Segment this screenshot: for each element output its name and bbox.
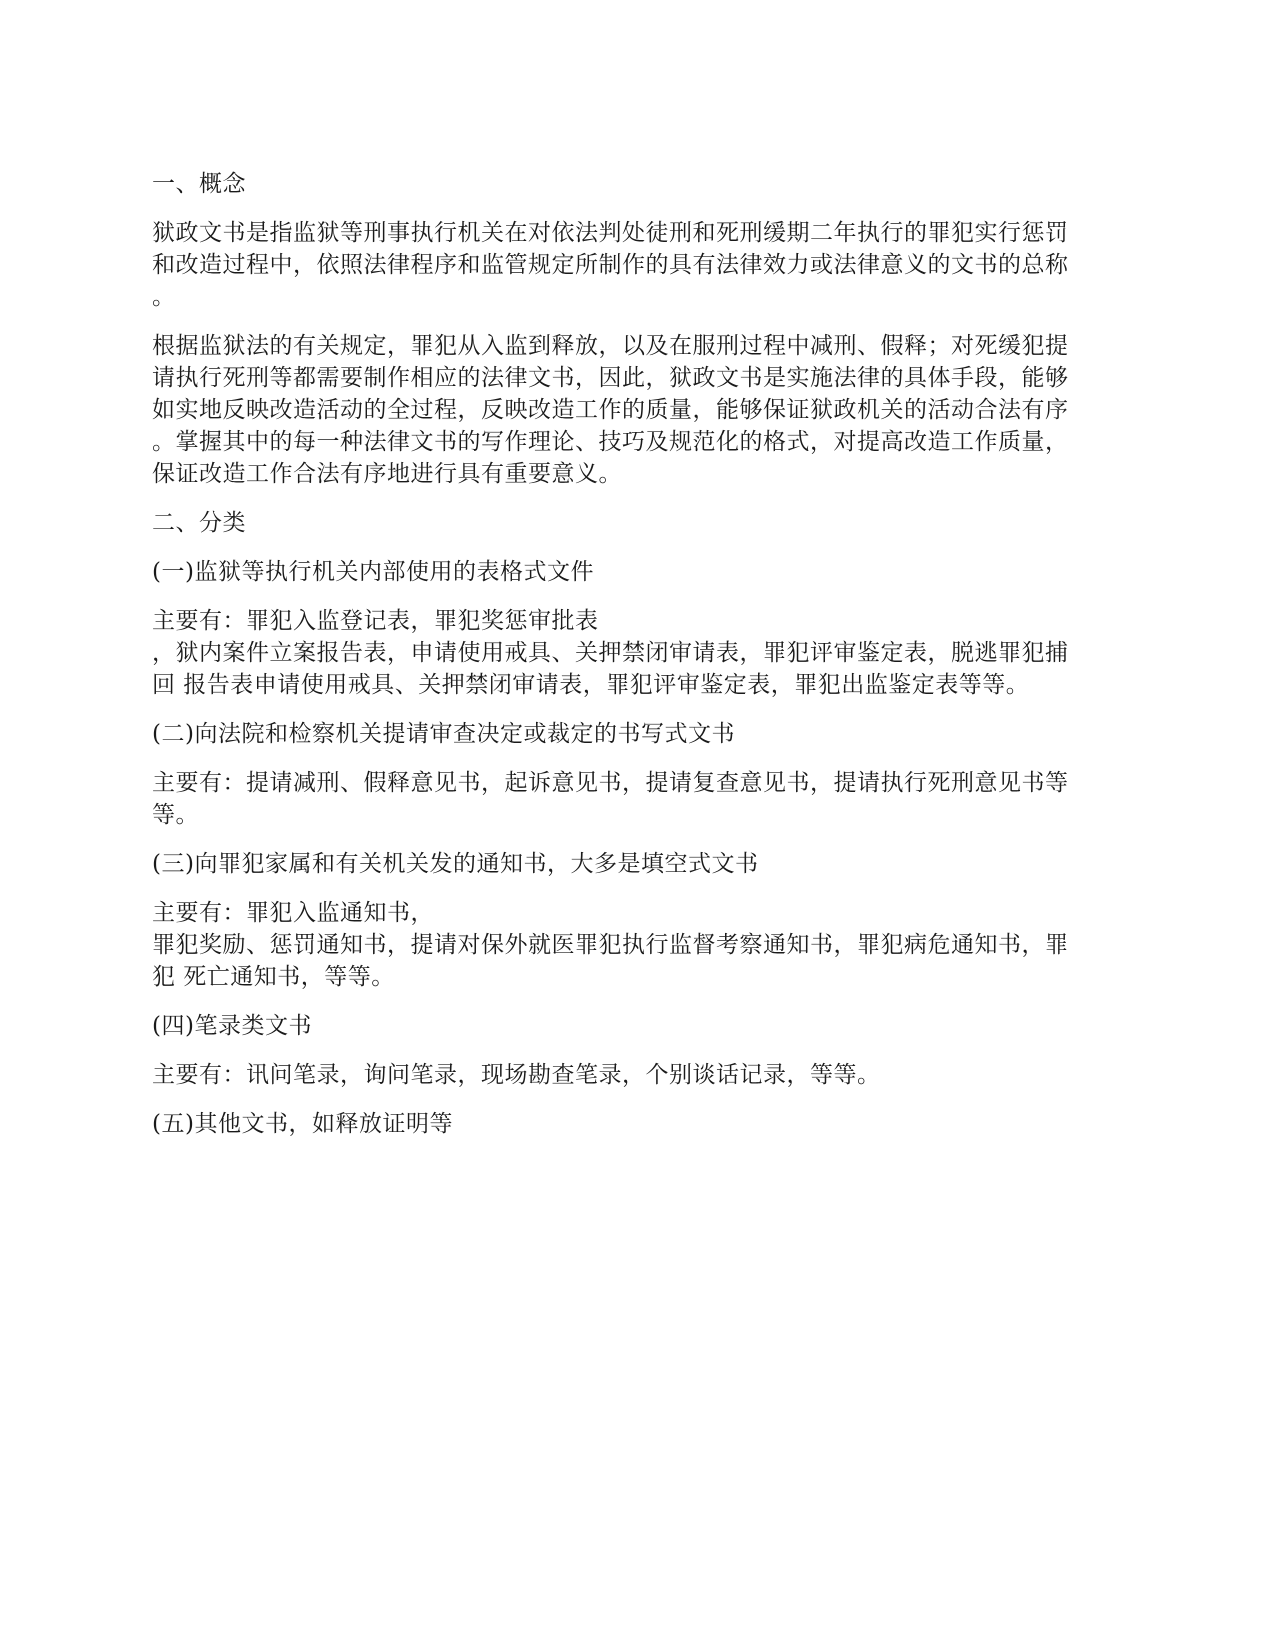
paragraph-line: 犯 死亡通知书，等等。 [152, 964, 395, 990]
subheading-table-documents [152, 556, 1127, 588]
paragraph-line: 请执行死刑等都需要制作相应的法律文书，因此，狱政文书是实施法律的具体手段，能够 [152, 365, 1069, 391]
paragraph-line: 主要有：讯问笔录，询问笔录，现场勘查笔录，个别谈话记录，等等。 [152, 1062, 881, 1088]
paragraph-records [152, 1059, 1127, 1091]
subheading-notices [152, 848, 1127, 880]
paragraph-significance [152, 330, 1127, 490]
subheading-text: (一)监狱等执行机关内部使用的表格式文件 [152, 559, 594, 585]
paragraph-line: 根据监狱法的有关规定，罪犯从入监到释放，以及在服刑过程中减刑、假释；对死缓犯提 [152, 333, 1069, 359]
document-page [152, 168, 1127, 1157]
paragraph-written-documents [152, 767, 1127, 831]
heading-text: 一、概念 [152, 171, 246, 197]
paragraph-line: 如实地反映改造活动的全过程，反映改造工作的质量，能够保证狱政机关的活动合法有序 [152, 397, 1069, 423]
subheading-text: (二)向法院和检察机关提请审查决定或裁定的书写式文书 [152, 721, 735, 747]
paragraph-line: 狱政文书是指监狱等刑事执行机关在对依法判处徒刑和死刑缓期二年执行的罪犯实行惩罚 [152, 220, 1069, 246]
subheading-text: (四)笔录类文书 [152, 1013, 312, 1039]
paragraph-table-documents [152, 605, 1127, 701]
paragraph-line: 主要有：罪犯入监登记表，罪犯奖惩审批表 [152, 608, 599, 634]
section-heading-classification [152, 507, 1127, 539]
section-heading-concept [152, 168, 1127, 200]
paragraph-line: 。 [152, 284, 176, 310]
subheading-other [152, 1108, 1127, 1140]
subheading-text: (五)其他文书，如释放证明等 [152, 1111, 453, 1137]
subheading-written-documents [152, 718, 1127, 750]
paragraph-line: 罪犯奖励、惩罚通知书，提请对保外就医罪犯执行监督考察通知书，罪犯病危通知书，罪 [152, 932, 1069, 958]
paragraph-line: 保证改造工作合法有序地进行具有重要意义。 [152, 461, 622, 487]
paragraph-line: 主要有：罪犯入监通知书， [152, 900, 434, 926]
subheading-records [152, 1010, 1127, 1042]
heading-text: 二、分类 [152, 510, 246, 536]
paragraph-line: 和改造过程中，依照法律程序和监管规定所制作的具有法律效力或法律意义的文书的总称 [152, 252, 1069, 278]
paragraph-notices [152, 897, 1127, 993]
paragraph-definition [152, 217, 1127, 313]
paragraph-line: ，狱内案件立案报告表，申请使用戒具、关押禁闭审请表，罪犯评审鉴定表，脱逃罪犯捕 [152, 640, 1069, 666]
paragraph-line: 。掌握其中的每一种法律文书的写作理论、技巧及规范化的格式，对提高改造工作质量， [152, 429, 1069, 455]
paragraph-line: 主要有：提请减刑、假释意见书，起诉意见书，提请复查意见书，提请执行死刑意见书等 [152, 770, 1069, 796]
subheading-text: (三)向罪犯家属和有关机关发的通知书，大多是填空式文书 [152, 851, 759, 877]
paragraph-line: 等。 [152, 802, 199, 828]
paragraph-line: 回 报告表申请使用戒具、关押禁闭审请表，罪犯评审鉴定表，罪犯出监鉴定表等等。 [152, 672, 1030, 698]
